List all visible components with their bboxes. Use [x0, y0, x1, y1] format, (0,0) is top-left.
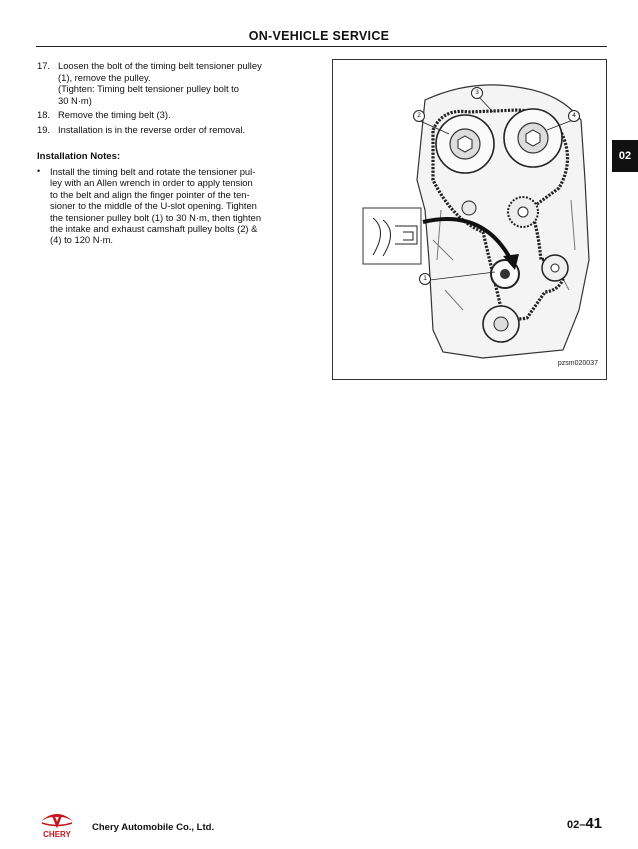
step-number: 18. [37, 109, 51, 121]
callout-3: 3 [471, 87, 483, 99]
water-pump-hub [518, 207, 528, 217]
idler-pulley [462, 201, 476, 215]
callout-1: 1 [419, 273, 431, 285]
note-line: sioner to the middle of the U-slot opening. Tighten [50, 200, 257, 212]
callout-2: 2 [413, 110, 425, 122]
note-line: the tensioner pulley bolt (1) to 30 N·m, then tighten [50, 211, 262, 223]
step-17 [37, 60, 309, 106]
section-tab: 02 [612, 140, 638, 172]
step-19 [37, 124, 309, 136]
note-line: ley with an Allen wrench in order to apply tension [50, 177, 253, 189]
procedure-steps [37, 60, 309, 139]
installation-notes [37, 166, 309, 246]
note-text [50, 166, 261, 246]
step-line: (1), remove the pulley. [58, 71, 151, 83]
step-18 [37, 109, 309, 121]
tensioner-detail-inset [363, 208, 421, 264]
note-line: the intake and exhaust camshaft pulley bolts (2) & [50, 223, 258, 235]
installation-notes-heading: Installation Notes: [37, 151, 121, 162]
note-item [37, 166, 309, 246]
callout-4: 4 [568, 110, 580, 122]
step-text [58, 109, 309, 121]
page-number [567, 815, 602, 832]
step-number: 17. [37, 60, 51, 71]
page-number-value: 41 [585, 815, 602, 832]
footer-company: Chery Automobile Co., Ltd. [92, 822, 215, 833]
page-section: 02– [566, 819, 586, 831]
chery-logo [36, 808, 78, 840]
note-line: Install the timing belt and rotate the tensioner pul- [50, 166, 256, 177]
step-text [58, 60, 309, 106]
step-number: 19. [37, 123, 51, 135]
intake-cam-bolt [458, 136, 472, 152]
step-line: Remove the timing belt (3). [58, 109, 171, 121]
crankshaft-hub [494, 317, 508, 331]
step-text [58, 124, 309, 136]
exhaust-cam-bolt [526, 130, 540, 146]
timing-belt-figure [332, 59, 607, 380]
chery-logo-icon [36, 808, 78, 840]
note-line: (4) to 120 N·m. [50, 234, 114, 246]
figure-code: pzsm020037 [557, 360, 598, 367]
bullet-icon: • [37, 166, 41, 176]
step-line: (Tighten: Timing belt tensioner pulley bolt to [58, 83, 239, 95]
tensioner-hub [500, 269, 510, 279]
page-header-title: ON-VEHICLE SERVICE [248, 29, 390, 43]
engine-timing-diagram [333, 60, 608, 381]
note-line: to the belt and align the finger pointer of the ten- [50, 188, 250, 200]
logo-text: CHERY [43, 830, 71, 839]
oil-pump-hub [551, 264, 559, 272]
step-line: Installation is in the reverse order of removal. [58, 123, 246, 135]
header-divider [36, 46, 607, 47]
step-line: Loosen the bolt of the timing belt tensioner pulley [58, 60, 262, 71]
step-line: 30 N·m) [58, 94, 92, 106]
